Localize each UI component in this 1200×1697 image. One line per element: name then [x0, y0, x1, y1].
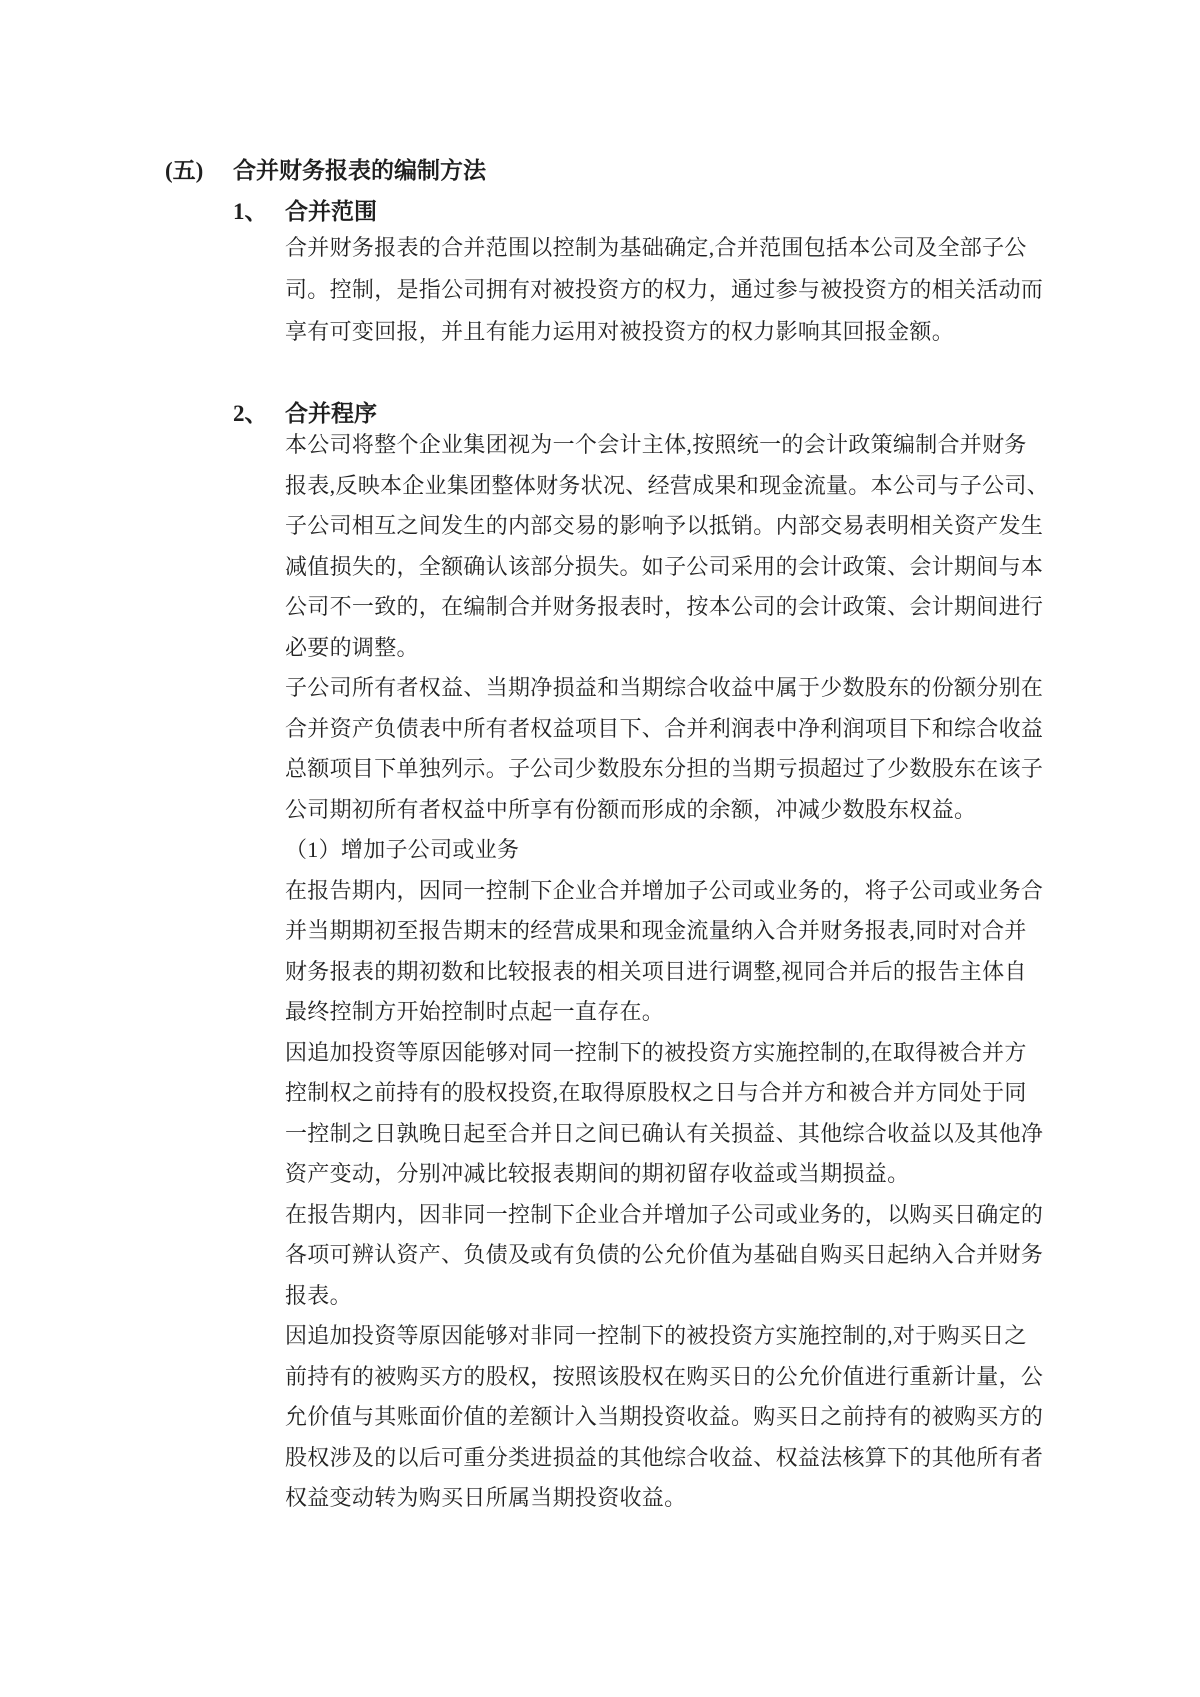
- text-line: 报表。: [285, 1282, 352, 1308]
- text-line: 享有可变回报，并且有能力运用对被投资方的权力影响其回报金额。: [285, 319, 955, 344]
- text-line: 一控制之日孰晚日起至合并日之间已确认有关损益、其他综合收益以及其他净: [285, 1120, 1044, 1146]
- text-line: 减值损失的，全额确认该部分损失。如子公司采用的会计政策、会计期间与本: [285, 553, 1044, 579]
- text-line: 财务报表的期初数和比较报表的相关项目进行调整,视同合并后的报告主体自: [285, 958, 1027, 984]
- text-line: 权益变动转为购买日所属当期投资收益。: [285, 1485, 687, 1510]
- text-line: 公司不一致的，在编制合并财务报表时，按本公司的会计政策、会计期间进行: [285, 594, 1044, 619]
- text-line: 子公司所有者权益、当期净损益和当期综合收益中属于少数股东的份额分别在: [285, 675, 1044, 700]
- text-line: 司。控制，是指公司拥有对被投资方的权力，通过参与被投资方的相关活动而: [285, 277, 1044, 302]
- text-line: 因追加投资等原因能够对非同一控制下的被投资方实施控制的,对于购买日之: [285, 1323, 1027, 1348]
- subsection-number: 2、: [233, 401, 268, 426]
- text-line: 合并资产负债表中所有者权益项目下、合并利润表中净利润项目下和综合收益: [285, 715, 1044, 741]
- text-line: 因追加投资等原因能够对同一控制下的被投资方实施控制的,在取得被合并方: [285, 1039, 1027, 1065]
- text-line: 允价值与其账面价值的差额计入当期投资收益。购买日之前持有的被购买方的: [285, 1404, 1044, 1429]
- section-number: (五): [165, 158, 204, 183]
- subsection-heading-scope: [233, 197, 377, 227]
- section-heading: [165, 156, 486, 186]
- text-line: 前持有的被购买方的股权，按照该股权在购买日的公允价值进行重新计量，公: [285, 1363, 1044, 1389]
- subsection-title: 合并程序: [285, 401, 377, 426]
- text-line: 在报告期内，因同一控制下企业合并增加子公司或业务的，将子公司或业务合: [285, 877, 1044, 903]
- text-line: 报表,反映本企业集团整体财务状况、经营成果和现金流量。本公司与子公司、: [285, 472, 1050, 498]
- text-line: 子公司相互之间发生的内部交易的影响予以抵销。内部交易表明相关资产发生: [285, 513, 1044, 538]
- text-line: 本公司将整个企业集团视为一个会计主体,按照统一的会计政策编制合并财务: [285, 432, 1027, 457]
- section-title: 合并财务报表的编制方法: [233, 158, 486, 183]
- text-line: 资产变动，分别冲减比较报表期间的期初留存收益或当期损益。: [285, 1161, 910, 1186]
- text-line: 在报告期内，因非同一控制下企业合并增加子公司或业务的，以购买日确定的: [285, 1201, 1044, 1227]
- subsection-title: 合并范围: [285, 199, 377, 224]
- list-item-heading: （1）增加子公司或业务: [285, 837, 520, 862]
- text-line: 必要的调整。: [285, 634, 419, 660]
- text-line: 最终控制方开始控制时点起一直存在。: [285, 999, 665, 1024]
- text-line: 股权涉及的以后可重分类进损益的其他综合收益、权益法核算下的其他所有者: [285, 1444, 1044, 1470]
- text-line: 总额项目下单独列示。子公司少数股东分担的当期亏损超过了少数股东在该子: [285, 756, 1044, 781]
- text-line: 合并财务报表的合并范围以控制为基础确定,合并范围包括本公司及全部子公: [285, 235, 1027, 260]
- text-line: 并当期期初至报告期末的经营成果和现金流量纳入合并财务报表,同时对合并: [285, 918, 1027, 943]
- paragraph-consolidation-procedure: [285, 425, 1053, 1519]
- subsection-number: 1、: [233, 199, 268, 224]
- text-line: 公司期初所有者权益中所享有份额而形成的余额，冲减少数股东权益。: [285, 796, 977, 822]
- paragraph-consolidation-scope: [285, 227, 1053, 353]
- text-line: 各项可辨认资产、负债及或有负债的公允价值为基础自购买日起纳入合并财务: [285, 1242, 1044, 1267]
- text-line: 控制权之前持有的股权投资,在取得原股权之日与合并方和被合并方同处于同: [285, 1080, 1027, 1105]
